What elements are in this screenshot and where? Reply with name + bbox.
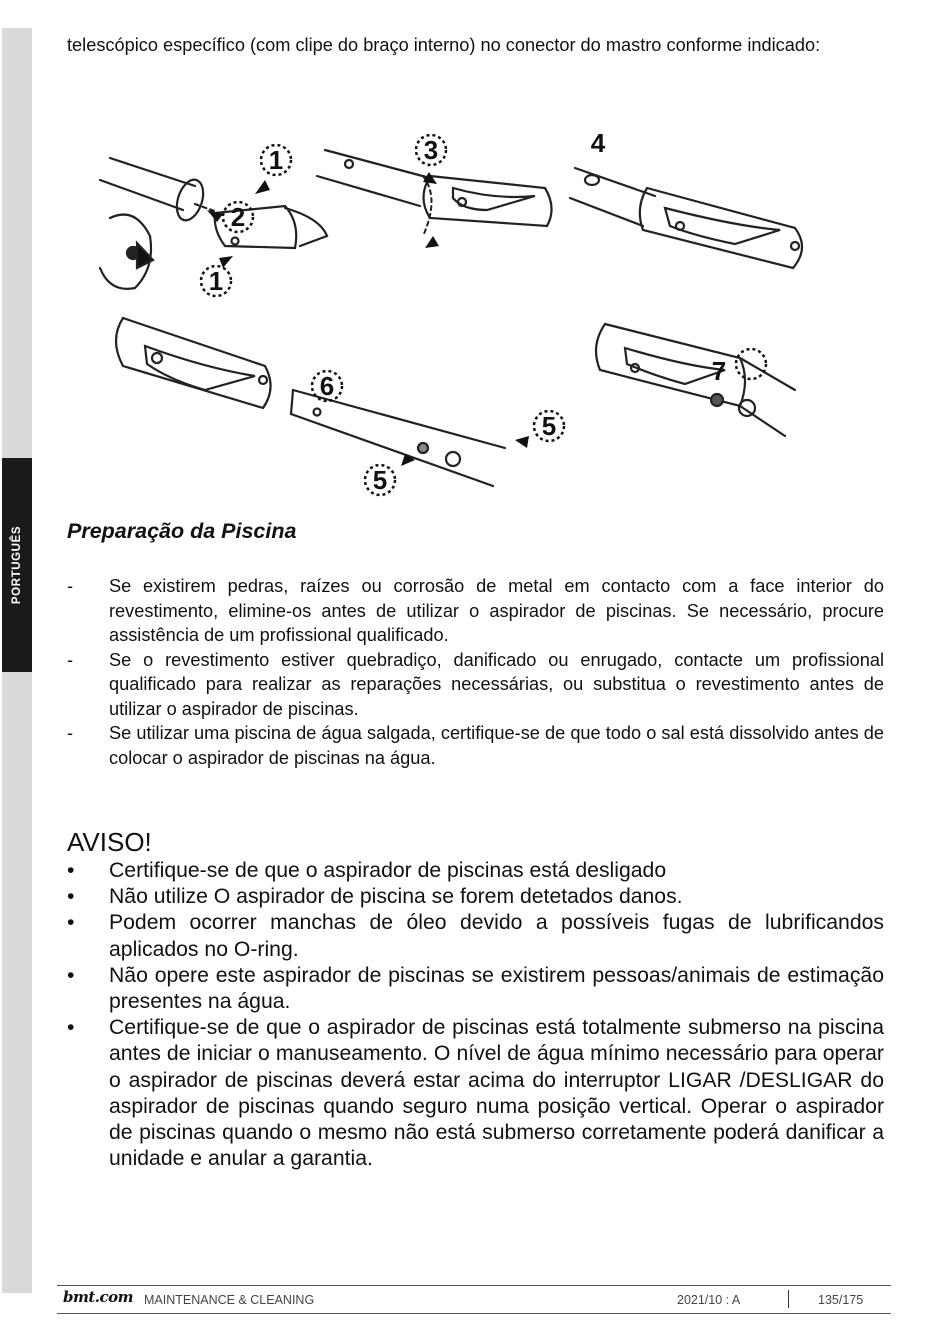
bullet-marker: • <box>67 885 75 909</box>
bullet-marker: • <box>67 911 75 935</box>
svg-text:5: 5 <box>372 465 388 495</box>
dash-marker: - <box>67 723 74 743</box>
svg-text:4: 4 <box>590 128 606 158</box>
bullet-marker: • <box>67 859 75 882</box>
list-item-text: Se existirem pedras, raízes ou corrosão de metal em contacto com a face interior do revestimento, elimine-os antes de utilizar o aspirador de piscinas. Se necessário, procure assistência de um profissional qualificado. <box>109 576 884 645</box>
list-item <box>67 884 884 910</box>
list-item <box>67 648 884 722</box>
list-item <box>67 963 884 1015</box>
callout-5-right <box>534 411 564 441</box>
callout-1-top <box>261 145 291 175</box>
intro-paragraph: telescópico específico (com clipe do braço interno) no conector do mastro conforme indicado: <box>67 35 821 55</box>
panel-3-pole <box>570 168 802 268</box>
list-item-text: Certifique-se de que o aspirador de piscinas está desligado <box>109 859 667 882</box>
list-item-text: Se utilizar uma piscina de água salgada, certifique-se de que todo o sal está dissolvido antes de colocar o aspirador de piscinas na água. <box>109 723 884 768</box>
dash-marker: - <box>67 576 74 596</box>
list-item <box>67 1015 884 1172</box>
bullet-marker: • <box>67 1016 75 1040</box>
list-item-text: Se o revestimento estiver quebradiço, danificado ou enrugado, contacte um profissional qualificado para realizar as reparações necessárias, ou substitua o revestimento antes de utilizar o aspirador de piscinas. <box>109 649 884 719</box>
list-item <box>67 858 884 884</box>
language-tab <box>2 458 32 672</box>
panel-4-handle <box>116 318 505 486</box>
panel-5-lock <box>596 324 795 436</box>
svg-text:1: 1 <box>208 266 224 296</box>
list-item-text: Não utilize O aspirador de piscina se forem detetados danos. <box>109 885 683 909</box>
svg-text:1: 1 <box>268 145 284 175</box>
list-item-text: Podem ocorrer manchas de óleo devido a possíveis fugas de lubrificandos aplicados no O-ring. <box>109 911 884 961</box>
bullet-marker: • <box>67 963 75 987</box>
svg-text:2: 2 <box>230 202 246 232</box>
list-item <box>67 721 884 770</box>
page-footer <box>60 1290 890 1310</box>
svg-text:5: 5 <box>541 411 557 441</box>
brand-logo: bmt.com <box>63 1288 134 1306</box>
pool-prep-title: Preparação da Piscina <box>67 519 297 543</box>
footer-rule-top <box>57 1285 891 1286</box>
list-item <box>67 910 884 962</box>
list-item-text: Não opere este aspirador de piscinas se existirem pessoas/animais de estimação presentes na água. <box>109 963 884 1014</box>
svg-text:7: 7 <box>711 356 727 386</box>
footer-section: MAINTENANCE & CLEANING <box>144 1293 315 1307</box>
footer-version: 2021/10 : A <box>677 1293 741 1307</box>
footer-rule-bottom <box>57 1313 891 1314</box>
callout-4 <box>591 128 606 158</box>
list-item-text: Certifique-se de que o aspirador de piscinas está totalmente submerso na piscina antes de iniciar o manuseamento. O nível de água mínimo necessário para operar o aspirador de piscinas deverá estar acima do interruptor LIGAR /DESLIGAR do aspirador de piscinas quando seguro numa posição vertical. Operar o aspirador de piscinas quando o mesmo não está submerso corretamente poderá danificar a unidade e anular a garantia. <box>109 1016 884 1171</box>
callout-5-bottom <box>365 465 395 495</box>
warning-title: AVISO! <box>67 827 152 857</box>
pool-prep-list <box>67 574 884 770</box>
callout-2 <box>223 202 253 232</box>
callout-3 <box>416 135 446 165</box>
callout-arrows <box>207 172 529 466</box>
list-item <box>67 574 884 648</box>
warning-list <box>67 858 884 1172</box>
language-label: PORTUGUÊS <box>11 525 23 605</box>
page-number: 135/175 <box>818 1293 864 1307</box>
footer-divider <box>788 1290 789 1308</box>
svg-text:3: 3 <box>423 135 439 165</box>
callout-1-bottom <box>201 266 231 296</box>
assembly-illustration <box>95 118 815 508</box>
svg-text:6: 6 <box>319 371 335 401</box>
dash-marker: - <box>67 649 74 670</box>
